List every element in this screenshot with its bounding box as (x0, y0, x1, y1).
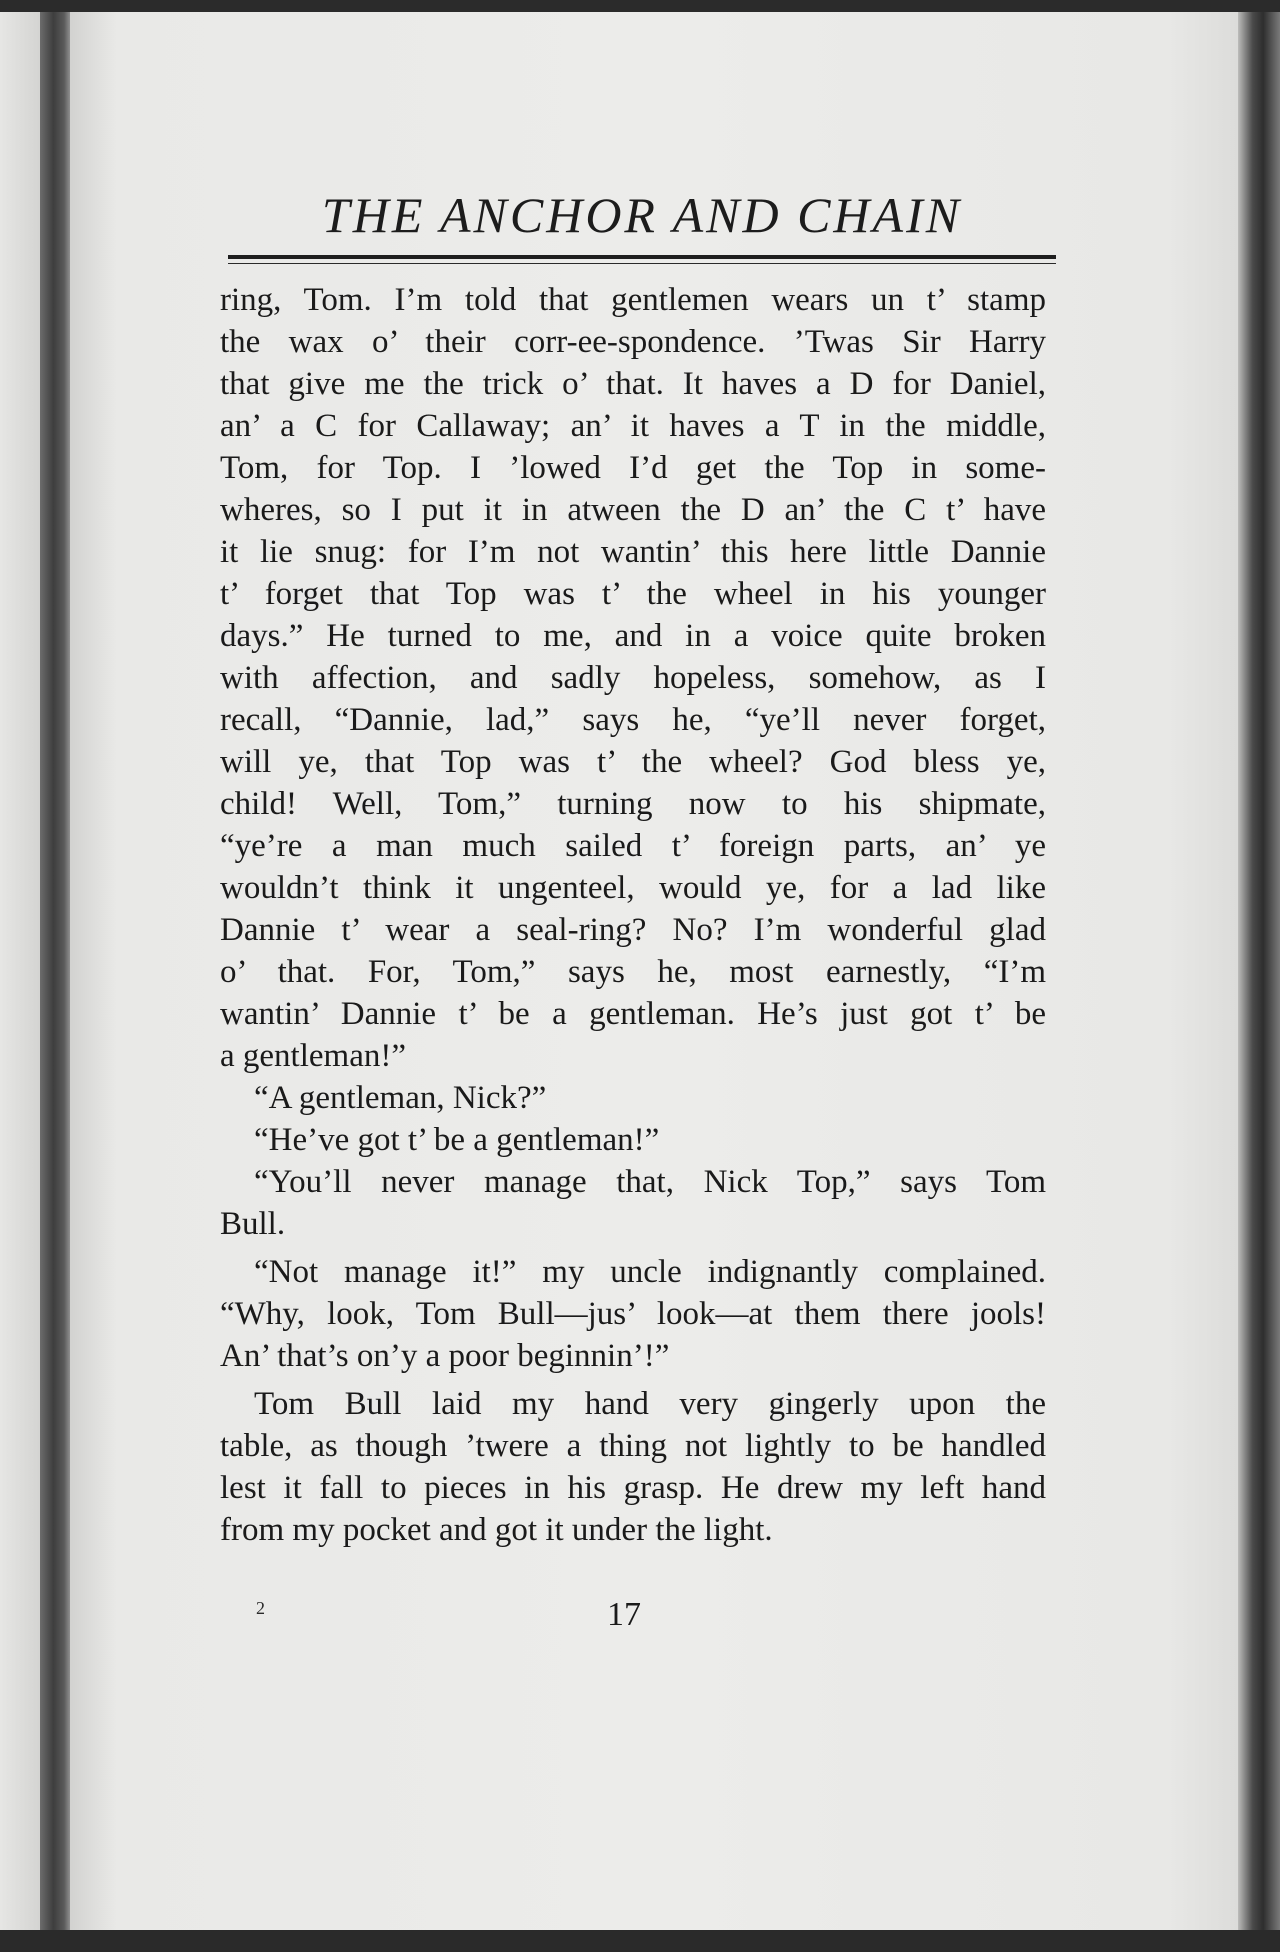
header-rule-thick (228, 255, 1056, 259)
body-line: Tom, for Top. I ’lowed I’d get the Top in some- (220, 450, 1046, 486)
body-line: “You’ll never manage that, Nick Top,” says Tom (254, 1164, 1046, 1200)
body-line: “Why, look, Tom Bull—jus’ look—at them there jools! (220, 1296, 1046, 1332)
body-line: wantin’ Dannie t’ be a gentleman. He’s just got t’ be (220, 996, 1046, 1032)
body-line: Tom Bull laid my hand very gingerly upon the (254, 1386, 1046, 1422)
book-binding-gutter (40, 12, 70, 1930)
header-rule-thin (228, 263, 1056, 264)
body-line: that give me the trick o’ that. It haves a D for Daniel, (220, 366, 1046, 402)
running-head: THE ANCHOR AND CHAIN (321, 187, 963, 243)
body-line: child! Well, Tom,” turning now to his shipmate, (220, 786, 1046, 822)
body-line: recall, “Dannie, lad,” says he, “ye’ll never forget, (220, 702, 1046, 738)
body-line: will ye, that Top was t’ the wheel? God bless ye, (220, 744, 1046, 780)
scan-top-border (0, 0, 1280, 12)
body-line: a gentleman!” (220, 1038, 406, 1074)
body-line: wheres, so I put it in atween the D an’ the C t’ have (220, 492, 1046, 528)
scan-bottom-border (0, 1930, 1280, 1952)
body-line: Bull. (220, 1206, 286, 1242)
body-line: “He’ve got t’ be a gentleman!” (254, 1122, 660, 1158)
body-line: it lie snug: for I’m not wantin’ this here little Dannie (220, 534, 1046, 570)
page-stack-edge (1238, 12, 1280, 1930)
body-line: ring, Tom. I’m told that gentlemen wears un t’ stamp (220, 282, 1046, 318)
body-line: t’ forget that Top was t’ the wheel in his younger (220, 576, 1046, 612)
previous-page-edge (0, 12, 40, 1930)
body-line: “ye’re a man much sailed t’ foreign parts, an’ ye (220, 828, 1046, 864)
body-line: with affection, and sadly hopeless, somehow, as I (220, 660, 1046, 696)
body-line: “A gentleman, Nick?” (254, 1080, 547, 1116)
body-line: o’ that. For, Tom,” says he, most earnestly, “I’m (220, 954, 1046, 990)
body-line: “Not manage it!” my uncle indignantly complained. (254, 1254, 1046, 1290)
body-line: an’ a C for Callaway; an’ it haves a T in the middle, (220, 408, 1046, 444)
body-line: wouldn’t think it ungenteel, would ye, for a lad like (220, 870, 1046, 906)
body-line: days.” He turned to me, and in a voice quite broken (220, 618, 1046, 654)
body-line: the wax o’ their corr-ee-spondence. ’Twas Sir Harry (220, 324, 1046, 360)
body-line: from my pocket and got it under the light. (220, 1512, 773, 1548)
body-line: An’ that’s on’y a poor beginnin’!” (220, 1338, 670, 1374)
page-number: 17 (607, 1596, 641, 1633)
signature-mark: 2 (256, 1598, 265, 1618)
body-line: Dannie t’ wear a seal-ring? No? I’m wonderful glad (220, 912, 1046, 948)
body-line: table, as though ’twere a thing not lightly to be handled (220, 1428, 1046, 1464)
body-line: lest it fall to pieces in his grasp. He drew my left hand (220, 1470, 1046, 1506)
